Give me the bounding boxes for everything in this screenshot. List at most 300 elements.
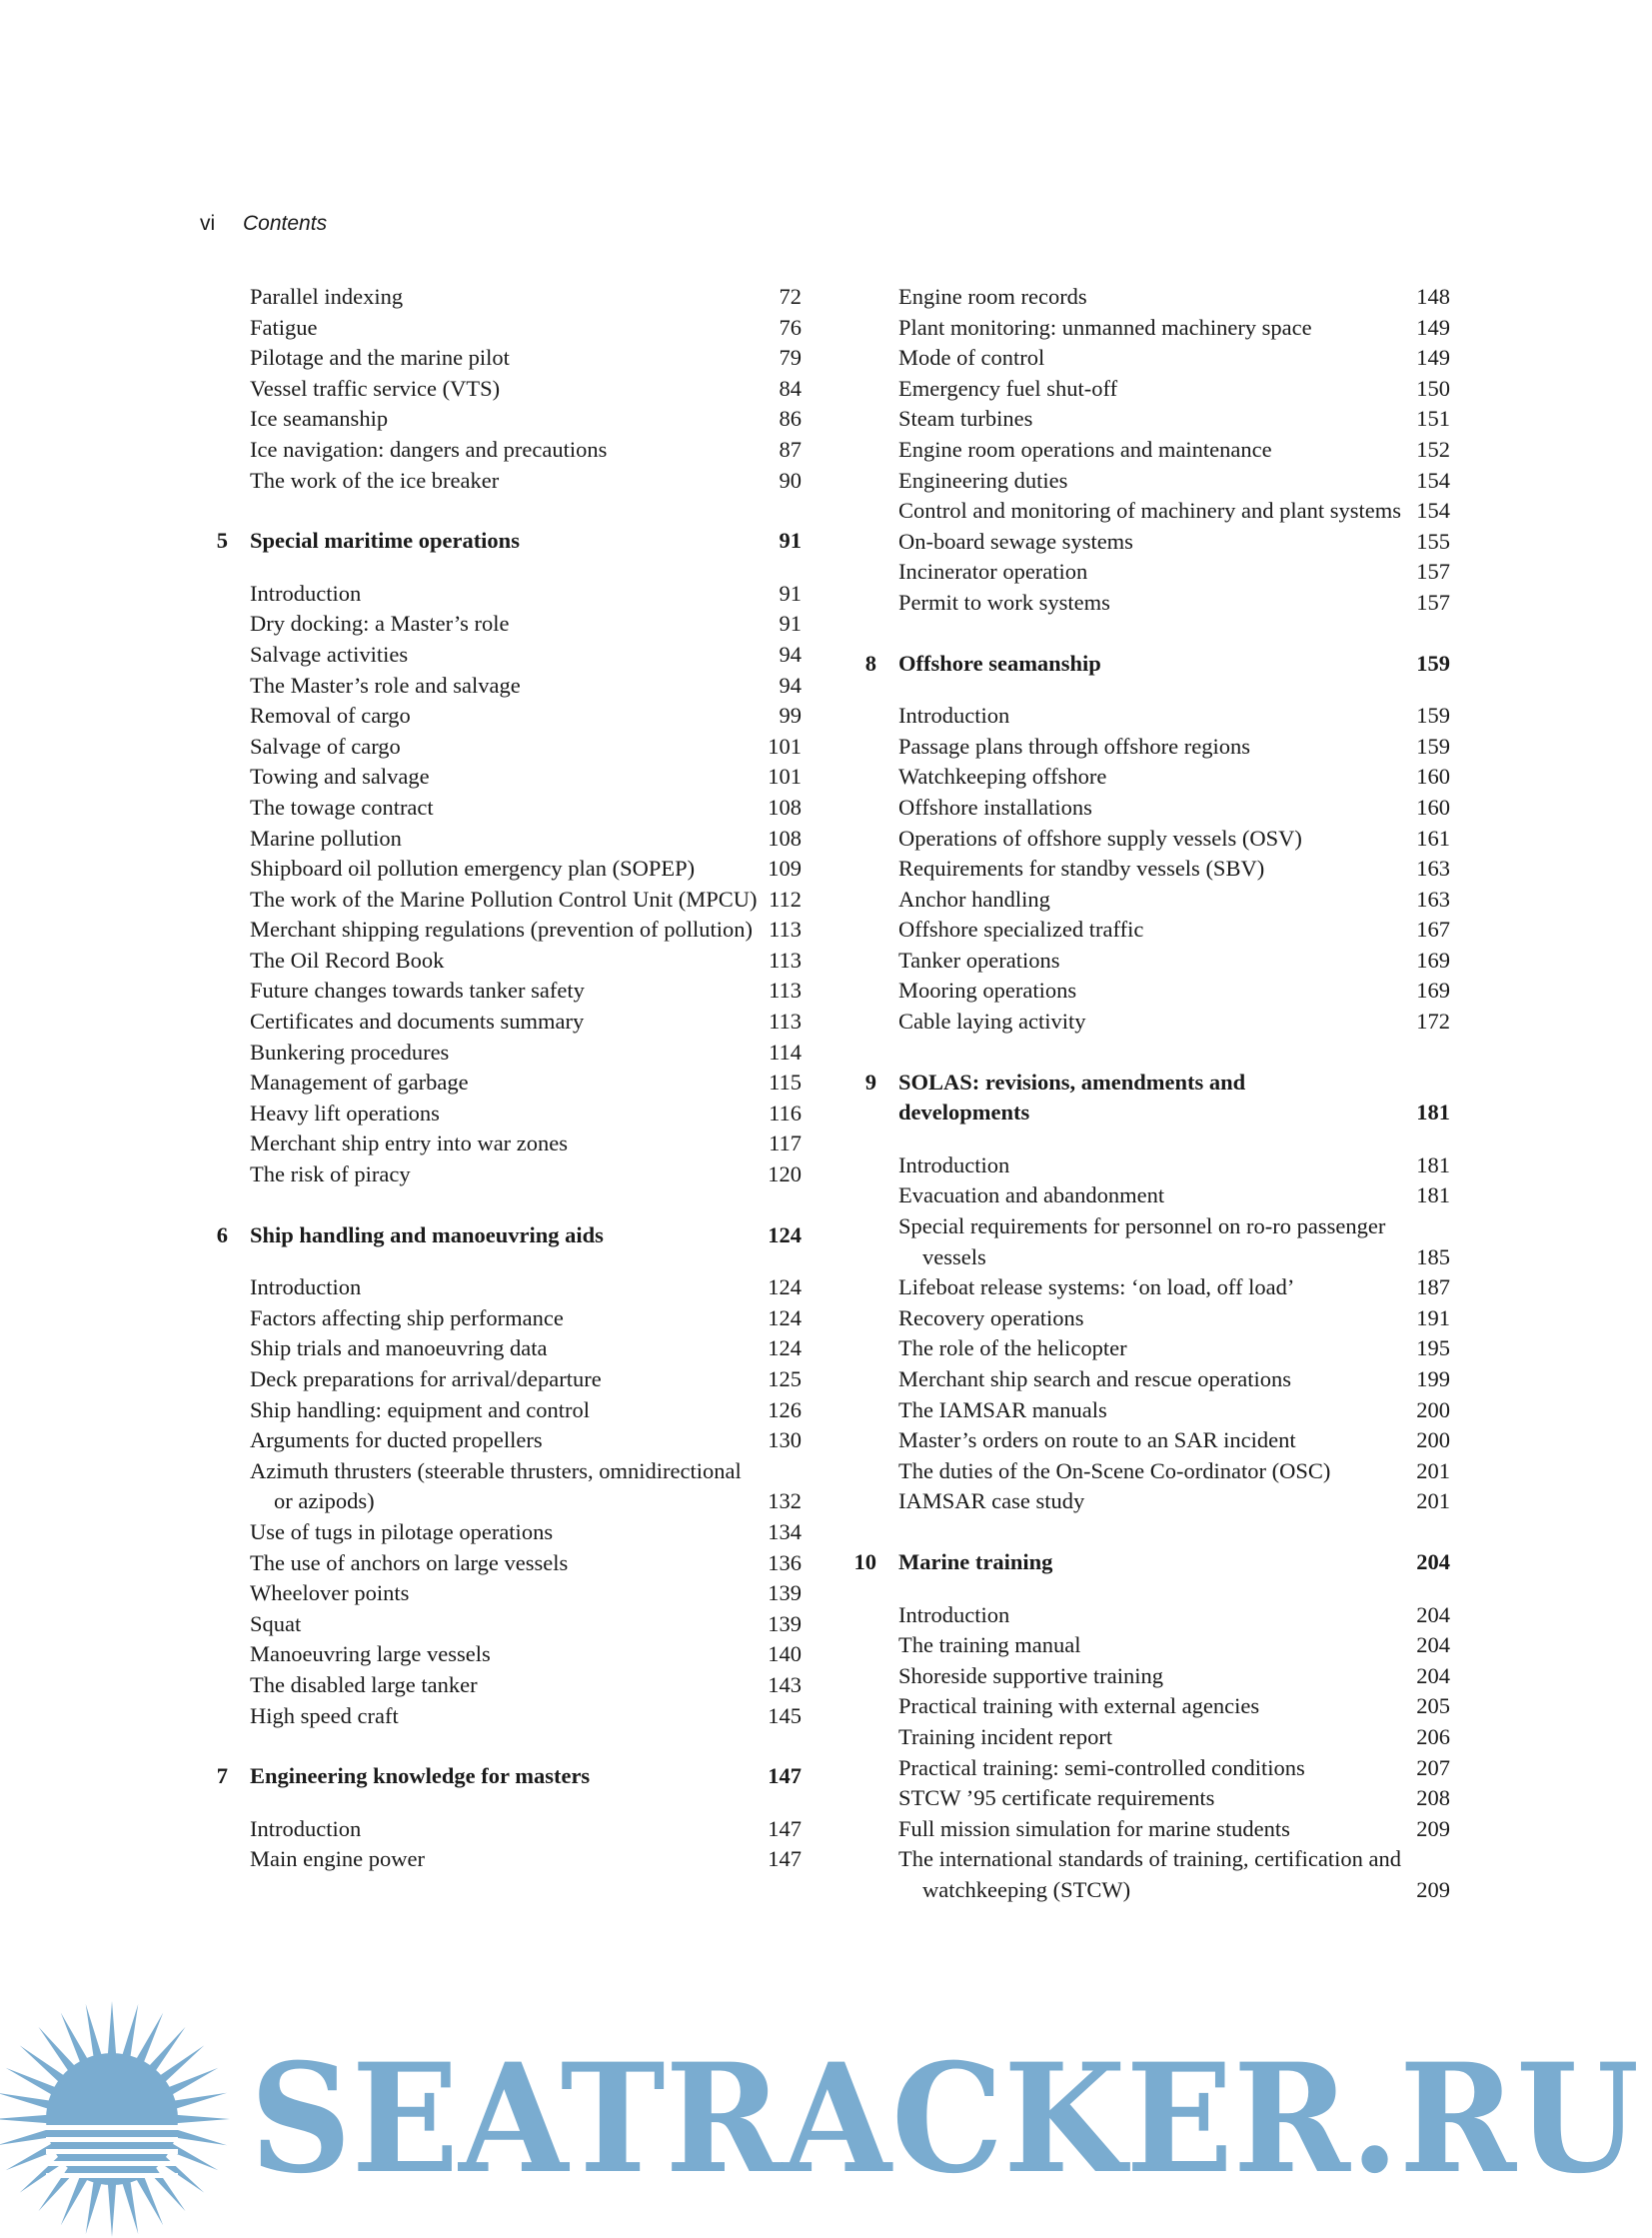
toc-entry [848,1425,1450,1456]
toc-entry-title: Mode of control [898,345,1045,371]
toc-entry [200,1099,802,1129]
toc-entry-page: 157 [1416,559,1450,585]
toc-entry-page: 161 [1416,825,1450,851]
toc-entry [200,1639,802,1670]
sun-ray [171,2093,227,2110]
toc-entry-title: IAMSAR case study [898,1488,1085,1514]
sun-ray [122,2004,139,2060]
sun-stripe [46,2173,178,2178]
toc-entry [848,313,1450,344]
page-folio: vi [200,212,216,235]
toc-entry-title: Shipboard oil pollution emergency plan (SOPEP) [250,856,696,882]
toc-entry-title: Pilotage and the marine pilot [250,345,510,371]
toc-entry-page: 151 [1416,406,1450,432]
toc-entry-title: Practical training: semi-controlled conditions [898,1754,1305,1780]
toc-entry [848,1272,1450,1303]
toc-entry-page: 154 [1416,467,1450,493]
toc-entry [200,1038,802,1069]
toc-entry [848,1814,1450,1845]
toc-entry-page: 160 [1416,794,1450,820]
toc-entry-title: Training incident report [898,1723,1113,1749]
toc-entry-title: Requirements for standby vessels (SBV) [898,856,1265,882]
toc-entry [848,1180,1450,1211]
toc-entry-page: 113 [769,917,802,943]
toc-entry-title: Watchkeeping offshore [898,764,1107,790]
toc-entry [848,1600,1450,1631]
sun-stripe [46,2161,178,2166]
toc-entry-title: Introduction [898,1151,1010,1177]
chapter-title: Ship handling and manoeuvring aids [250,1221,604,1247]
sun-stripe [46,2137,178,2142]
toc-entry-title: Introduction [250,580,362,606]
watermark [0,1989,1652,2238]
toc-entry [200,579,802,610]
toc-entry [200,343,802,374]
sun-ray [0,2093,53,2110]
toc-entry-page: 143 [768,1671,802,1697]
toc-entry-page: 87 [779,436,802,462]
toc-entry-page: 91 [779,611,802,637]
toc-entry-page: 160 [1416,764,1450,790]
toc-entry-title: Plant monitoring: unmanned machinery space [898,314,1312,340]
toc-entry-title: Ship trials and manoeuvring data [250,1335,548,1361]
toc-entry [200,1517,802,1548]
toc-entry-title: The work of the Marine Pollution Control Unit (MPCU) [250,886,758,912]
toc-entry-title: Management of garbage [250,1070,469,1096]
toc-entry [848,588,1450,619]
toc-entry-title: Use of tugs in pilotage operations [250,1518,554,1544]
toc-entry-title: Towing and salvage [250,764,430,790]
toc-entry [200,1068,802,1099]
toc-entry [200,762,802,793]
toc-entry-page: 90 [779,467,802,493]
toc-entry-page: 159 [1416,703,1450,729]
toc-entry-title: Emergency fuel shut-off [898,375,1118,401]
toc-entry-title: Certificates and documents summary [250,1009,585,1035]
toc-entry-title: The risk of piracy [250,1161,411,1187]
toc-entry-title: The training manual [898,1632,1081,1658]
toc-entry-page: 145 [768,1702,802,1728]
toc-entry-title: Practical training with external agencies [898,1693,1260,1719]
toc-entry [848,435,1450,466]
toc-entry [200,1456,802,1517]
toc-entry [848,1395,1450,1426]
sun-ray [0,2115,50,2124]
chapter-page-number: 159 [1416,650,1450,676]
toc-entry-title: Bunkering procedures [250,1039,450,1065]
toc-entry-page: 116 [769,1100,802,1125]
toc-entry-title: Marine pollution [250,825,402,851]
toc-entry [200,609,802,640]
toc-entry [200,404,802,435]
toc-entry-page: 169 [1416,978,1450,1004]
toc-entry-page: 195 [1416,1335,1450,1361]
toc-entry [848,1661,1450,1692]
toc-entry [200,374,802,405]
toc-entry-page: 204 [1416,1632,1450,1658]
toc-entry-title: Deck preparations for arrival/departure [250,1366,602,1391]
toc-entry-page: 125 [768,1366,802,1391]
toc-entry-title: Future changes towards tanker safety [250,978,585,1004]
toc-entry-page: 101 [768,733,802,759]
toc-right-column [848,282,1450,1906]
sun-stripe [46,2149,178,2154]
toc-entry-title: Special requirements for personnel on ro-ro passenger vessels [898,1213,1386,1269]
toc-entry-page: 191 [1416,1304,1450,1330]
toc-entry-page: 163 [1416,856,1450,882]
toc-entry [848,282,1450,313]
toc-entry [848,343,1450,374]
toc-entry-page: 113 [769,978,802,1004]
toc-entry-title: Ship handling: equipment and control [250,1396,590,1422]
chapter-heading [200,1761,802,1792]
toc-entry-title: Evacuation and abandonment [898,1182,1165,1208]
toc-entry-page: 169 [1416,947,1450,973]
toc-entry-page: 124 [768,1304,802,1330]
chapter-heading [200,526,802,557]
toc-entry [200,885,802,916]
toc-entry-title: Arguments for ducted propellers [250,1427,543,1453]
toc-entry-title: Offshore installations [898,794,1092,820]
toc-entry-title: The towage contract [250,794,434,820]
toc-entry-title: Salvage of cargo [250,733,401,759]
chapter-number: 8 [864,650,876,676]
toc-entry-page: 207 [1416,1754,1450,1780]
toc-entry [200,313,802,344]
toc-entry-page: 152 [1416,436,1450,462]
toc-entry-title: Full mission simulation for marine students [898,1815,1290,1841]
toc-entry [848,1691,1450,1722]
toc-entry [200,732,802,763]
sun-ray [108,2001,117,2057]
toc-entry-title: Dry docking: a Master’s role [250,611,510,637]
toc-entry-page: 115 [769,1070,802,1096]
toc-entry [200,793,802,824]
toc-entry-page: 208 [1416,1785,1450,1811]
toc-entry-title: On-board sewage systems [898,528,1133,554]
toc-entry [848,466,1450,497]
sun-ray [86,2178,103,2234]
toc-entry-page: 79 [779,345,802,371]
toc-entry [200,1609,802,1640]
chapter-title: Engineering knowledge for masters [250,1763,591,1789]
chapter-heading [848,649,1450,680]
toc-entry-title: The duties of the On-Scene Co-ordinator (OSC) [898,1457,1331,1483]
toc-entry-page: 154 [1416,498,1450,524]
toc-entry-page: 204 [1416,1601,1450,1627]
toc-entry [200,435,802,466]
toc-entry-page: 91 [779,580,802,606]
toc-entry-title: Fatigue [250,314,318,340]
toc-entry [848,976,1450,1007]
toc-entry [848,1456,1450,1487]
toc-entry [200,1814,802,1845]
toc-entry [848,1844,1450,1905]
toc-entry [200,1578,802,1609]
toc-entry [848,732,1450,763]
toc-entry [848,946,1450,977]
toc-entry-title: Main engine power [250,1846,425,1872]
toc-entry-page: 114 [769,1039,802,1065]
toc-entry-page: 139 [768,1610,802,1636]
chapter-page-number: 91 [779,528,802,554]
toc-entry [848,1007,1450,1038]
toc-entry-page: 94 [779,672,802,698]
toc-entry-title: Introduction [898,1601,1010,1627]
toc-entry [848,701,1450,732]
sun-ray [0,2129,53,2146]
toc-entry-title: Introduction [898,703,1010,729]
toc-entry-page: 112 [769,886,802,912]
toc-entry [848,885,1450,916]
toc-entry [848,1630,1450,1661]
toc-entry-title: Ice seamanship [250,406,389,432]
toc-entry-title: Vessel traffic service (VTS) [250,375,501,401]
toc-entry [848,374,1450,405]
toc-entry-title: The use of anchors on large vessels [250,1549,569,1575]
toc-entry-title: Offshore specialized traffic [898,917,1144,943]
toc-entry-page: 99 [779,703,802,729]
toc-entry-page: 181 [1416,1151,1450,1177]
toc-entry-title: The work of the ice breaker [250,467,500,493]
sun-logo-icon [0,2001,230,2237]
toc-entry-page: 109 [768,856,802,882]
toc-entry-page: 113 [769,1009,802,1035]
toc-entry [848,915,1450,946]
toc-entry-page: 113 [769,947,802,973]
toc-entry [848,527,1450,558]
toc-entry-page: 206 [1416,1723,1450,1749]
toc-entry [200,1701,802,1732]
toc-entry [848,1150,1450,1181]
toc-entry-title: Merchant shipping regulations (prevention of pollution) [250,917,754,943]
toc-entry-page: 124 [768,1274,802,1300]
toc-entry [200,854,802,885]
toc-entry-title: STCW ’95 certificate requirements [898,1785,1215,1811]
toc-entry-title: Control and monitoring of machinery and plant systems [898,498,1402,524]
toc-entry-title: Introduction [250,1815,362,1841]
toc-entry [200,640,802,671]
toc-entry [848,762,1450,793]
toc-entry-page: 159 [1416,733,1450,759]
toc-entry-title: Anchor handling [898,886,1050,912]
toc-entry [200,1670,802,1701]
toc-entry [200,1395,802,1426]
toc-entry-page: 209 [1416,1876,1450,1902]
toc-entry-page: 181 [1416,1182,1450,1208]
toc-entry-title: The IAMSAR manuals [898,1396,1107,1422]
toc-entry-title: Removal of cargo [250,703,411,729]
chapter-page-number: 147 [768,1763,802,1789]
chapter-page-number: 181 [1416,1100,1450,1125]
toc-entry [200,701,802,732]
chapter-page-number: 124 [768,1221,802,1247]
toc-entry-title: Master’s orders on route to an SAR incident [898,1427,1296,1453]
toc-entry-page: 126 [768,1396,802,1422]
toc-entry-page: 124 [768,1335,802,1361]
toc-left-column [200,282,802,1875]
toc-entry-page: 157 [1416,589,1450,615]
toc-entry-page: 185 [1416,1243,1450,1269]
toc-entry-title: Manoeuvring large vessels [250,1641,491,1667]
toc-entry [200,976,802,1007]
toc-entry-page: 204 [1416,1662,1450,1688]
toc-entry [848,1753,1450,1784]
toc-entry-page: 167 [1416,917,1450,943]
toc-entry-title: Passage plans through offshore regions [898,733,1251,759]
sun-ray [108,2181,117,2237]
toc-entry [200,1128,802,1159]
chapter-heading [848,1547,1450,1578]
toc-entry [200,1303,802,1334]
toc-entry [848,1486,1450,1517]
toc-entry [200,1007,802,1038]
chapter-title: Marine training [898,1548,1053,1574]
toc-entry-title: Salvage activities [250,641,409,667]
toc-entry-title: High speed craft [250,1702,399,1728]
toc-entry [848,1333,1450,1364]
toc-entry-title: Permit to work systems [898,589,1110,615]
toc-entry [848,1783,1450,1814]
toc-entry-title: Operations of offshore supply vessels (OSV) [898,825,1302,851]
toc-entry-title: Parallel indexing [250,284,404,309]
toc-entry [848,793,1450,824]
toc-entry-title: Wheelover points [250,1580,410,1606]
toc-entry-title: Engine room records [898,284,1087,309]
chapter-heading [200,1220,802,1251]
toc-entry-page: 72 [779,284,802,309]
toc-entry [200,946,802,977]
toc-entry-title: Squat [250,1610,302,1636]
toc-entry [848,1211,1450,1272]
toc-entry [848,496,1450,527]
toc-entry-title: Heavy lift operations [250,1100,440,1125]
toc-entry [848,404,1450,435]
chapter-number: 7 [216,1763,228,1789]
toc-entry-page: 200 [1416,1427,1450,1453]
toc-entry [200,282,802,313]
sun-ray [122,2178,139,2234]
toc-entry-page: 139 [768,1580,802,1606]
toc-entry [200,1548,802,1579]
toc-entry [200,466,802,497]
chapter-page-number: 204 [1416,1548,1450,1574]
chapter-number: 6 [216,1221,228,1247]
toc-entry-title: Merchant ship entry into war zones [250,1130,569,1156]
toc-entry [848,1722,1450,1753]
chapter-number: 5 [216,528,228,554]
toc-entry [200,824,802,855]
toc-entry [200,1364,802,1395]
sun-ray [174,2115,230,2124]
toc-entry-title: Tanker operations [898,947,1060,973]
toc-entry-title: Factors affecting ship performance [250,1304,564,1330]
chapter-title: Offshore seamanship [898,650,1101,676]
toc-entry-title: Azimuth thrusters (steerable thrusters, omnidirectional or azipods) [250,1457,742,1514]
toc-entry-page: 101 [768,764,802,790]
toc-entry-page: 201 [1416,1488,1450,1514]
toc-entry-title: Cable laying activity [898,1009,1086,1035]
toc-entry-page: 132 [768,1488,802,1514]
toc-entry [848,824,1450,855]
toc-entry-title: Ice navigation: dangers and precautions [250,436,608,462]
toc-entry-page: 187 [1416,1274,1450,1300]
toc-entry-title: The Master’s role and salvage [250,672,521,698]
toc-entry-title: The disabled large tanker [250,1671,478,1697]
toc-entry-page: 172 [1416,1009,1450,1035]
toc-entry-page: 149 [1416,345,1450,371]
watermark-text: SEATRACKER.RU [250,2031,1639,2207]
toc-entry-page: 108 [768,794,802,820]
toc-entry-page: 163 [1416,886,1450,912]
toc-entry-title: Engine room operations and maintenance [898,436,1272,462]
toc-entry [848,1303,1450,1334]
toc-entry-title: The role of the helicopter [898,1335,1127,1361]
toc-entry-page: 147 [768,1815,802,1841]
toc-entry [200,671,802,702]
toc-entry-page: 94 [779,641,802,667]
running-head-title: Contents [243,212,328,235]
toc-entry-title: The Oil Record Book [250,947,445,973]
toc-entry [200,1272,802,1303]
toc-entry-page: 149 [1416,314,1450,340]
chapter-number: 10 [853,1548,876,1574]
toc-entry-title: The international standards of training, certification and watchkeeping (STCW) [898,1846,1401,1902]
toc-entry-page: 205 [1416,1693,1450,1719]
chapter-title: SOLAS: revisions, amendments and developments [898,1069,1246,1125]
toc-entry [200,1333,802,1364]
toc-entry [200,915,802,946]
sun-ray [86,2004,103,2060]
toc-entry-page: 86 [779,406,802,432]
toc-entry [848,1364,1450,1395]
toc-entry-page: 199 [1416,1366,1450,1391]
toc-entry-title: Mooring operations [898,978,1077,1004]
running-head [200,212,327,236]
toc-entry-title: Engineering duties [898,467,1068,493]
chapter-heading [848,1068,1450,1128]
toc-entry-page: 150 [1416,375,1450,401]
toc-entry-title: Introduction [250,1274,362,1300]
toc-entry-page: 201 [1416,1457,1450,1483]
toc-entry-title: Recovery operations [898,1304,1084,1330]
toc-entry-page: 147 [768,1846,802,1872]
toc-entry-page: 140 [768,1641,802,1667]
toc-entry-title: Incinerator operation [898,559,1088,585]
toc-entry-page: 134 [768,1518,802,1544]
toc-entry [200,1159,802,1190]
chapter-number: 9 [864,1069,876,1095]
sun-ray [171,2129,227,2146]
toc-entry [200,1425,802,1456]
toc-entry-page: 120 [768,1161,802,1187]
toc-entry-title: Merchant ship search and rescue operations [898,1366,1291,1391]
toc-entry-page: 76 [779,314,802,340]
toc-entry-page: 130 [768,1427,802,1453]
toc-entry [848,557,1450,588]
toc-entry [200,1844,802,1875]
toc-entry-title: Lifeboat release systems: ‘on load, off load’ [898,1274,1295,1300]
toc-entry-title: Steam turbines [898,406,1033,432]
chapter-title: Special maritime operations [250,528,520,554]
toc-entry-page: 148 [1416,284,1450,309]
toc-entry-page: 117 [769,1130,802,1156]
sun-stripe [46,2125,178,2130]
toc-entry-page: 136 [768,1549,802,1575]
toc-entry-page: 209 [1416,1815,1450,1841]
toc-entry-page: 108 [768,825,802,851]
toc-entry-page: 200 [1416,1396,1450,1422]
